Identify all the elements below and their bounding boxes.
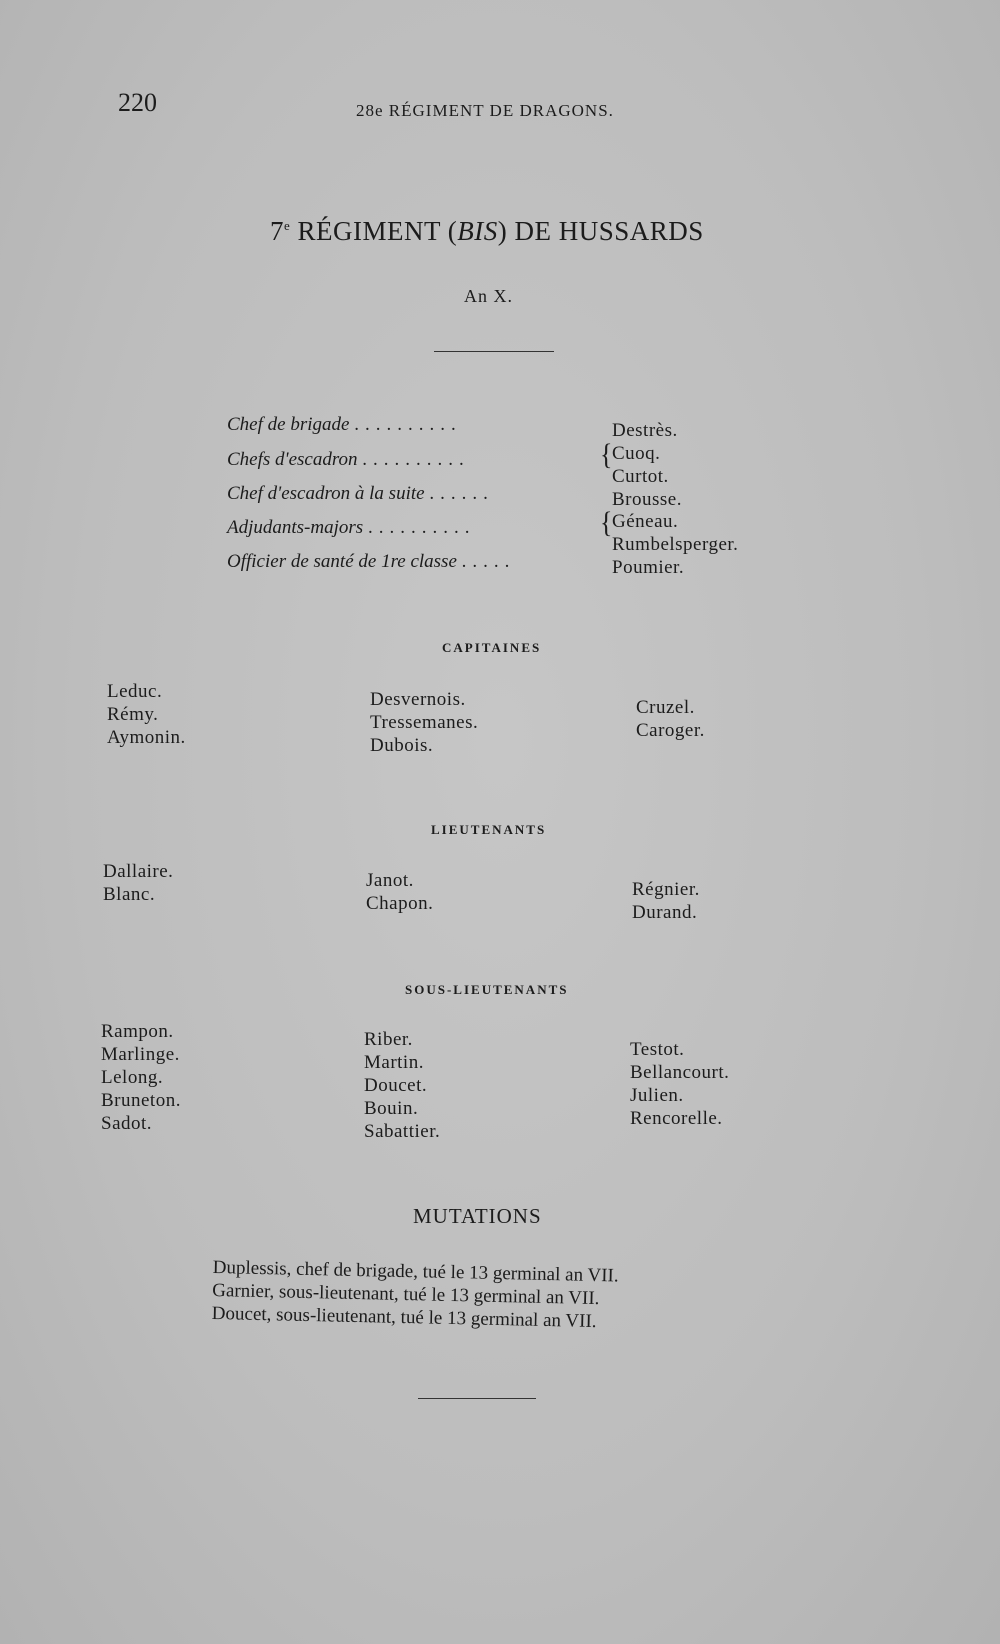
title-italic: BIS — [457, 216, 498, 246]
sous-lieutenants-column-3 — [630, 1038, 729, 1130]
list-item: Bouin. — [364, 1098, 419, 1119]
staff-name: Cuoq. — [612, 443, 661, 464]
title-suffix: ) DE HUSSARDS — [497, 216, 704, 246]
list-item: Leduc. — [107, 681, 163, 702]
section-heading-sous-lieutenants: SOUS-LIEUTENANTS — [405, 982, 569, 997]
list-item: Tressemanes. — [370, 712, 479, 733]
list-item: Aymonin. — [107, 727, 186, 748]
list-item: Caroger. — [636, 720, 705, 741]
lieutenants-column-2 — [366, 869, 433, 915]
page-title — [270, 216, 704, 247]
staff-name: Destrès. — [612, 420, 678, 441]
section-heading-capitaines: CAPITAINES — [442, 640, 542, 655]
mutations-title: MUTATIONS — [413, 1204, 542, 1228]
sous-lieutenants-column-2 — [364, 1028, 440, 1143]
sous-lieutenants-column-1 — [101, 1020, 181, 1135]
staff-name: Rumbelsperger. — [612, 534, 739, 555]
list-item: Martin. — [364, 1052, 424, 1073]
section-heading-lieutenants: LIEUTENANTS — [431, 822, 547, 837]
list-item: Sabattier. — [364, 1121, 441, 1142]
list-item: Janot. — [366, 870, 414, 891]
list-item: Doucet. — [364, 1075, 428, 1096]
list-item: Rencorelle. — [630, 1108, 723, 1129]
mutations-list — [212, 1256, 619, 1333]
brace-symbol: { — [600, 505, 613, 540]
staff-label-officier-sante: Officier de santé de 1re classe ..... — [227, 551, 516, 572]
list-item: Régnier. — [632, 879, 700, 900]
list-item: Riber. — [364, 1029, 413, 1050]
capitaines-column-3 — [636, 696, 705, 742]
list-item: Cruzel. — [636, 697, 695, 718]
list-item: Chapon. — [366, 893, 434, 914]
page-subtitle: An X. — [464, 286, 513, 306]
capitaines-column-1 — [107, 680, 186, 749]
lieutenants-column-3 — [632, 878, 700, 924]
page-number: 220 — [118, 88, 157, 117]
list-item: Sadot. — [101, 1113, 153, 1134]
list-item: Doucet, sous-lieutenant, tué le 13 germinal an VII. — [211, 1302, 597, 1333]
staff-name: Curtot. — [612, 466, 669, 487]
running-head: 28e RÉGIMENT DE DRAGONS. — [356, 101, 614, 120]
lieutenants-column-1 — [103, 860, 173, 906]
staff-name: Poumier. — [612, 557, 685, 578]
title-prefix: RÉGIMENT ( — [290, 216, 458, 246]
brace-symbol: { — [600, 437, 613, 472]
staff-label-chef-brigade: Chef de brigade .......... — [227, 414, 462, 435]
list-item: Marlinge. — [101, 1044, 180, 1065]
divider-bottom — [418, 1398, 536, 1399]
list-item: Bruneton. — [101, 1090, 181, 1111]
staff-label-adjudants-majors: Adjudants-majors .......... — [227, 517, 476, 538]
list-item: Dubois. — [370, 735, 434, 756]
staff-label-chef-escadron-suite: Chef d'escadron à la suite ...... — [227, 483, 494, 504]
list-item: Julien. — [630, 1085, 684, 1106]
list-item: Bellancourt. — [630, 1062, 730, 1083]
capitaines-column-2 — [370, 688, 478, 757]
title-number: 7 — [270, 216, 284, 246]
list-item: Blanc. — [103, 884, 156, 905]
list-item: Duplessis, chef de brigade, tué le 13 germinal an VII. — [212, 1256, 619, 1287]
list-item: Durand. — [632, 902, 698, 923]
list-item: Garnier, sous-lieutenant, tué le 13 germinal an VII. — [212, 1279, 600, 1310]
list-item: Rampon. — [101, 1021, 174, 1042]
staff-label-chefs-escadron: Chefs d'escadron .......... — [227, 449, 470, 470]
list-item: Rémy. — [107, 704, 159, 725]
list-item: Desvernois. — [370, 689, 466, 710]
list-item: Dallaire. — [103, 861, 174, 882]
staff-name: Géneau. — [612, 511, 679, 532]
staff-name: Brousse. — [612, 489, 682, 510]
list-item: Lelong. — [101, 1067, 164, 1088]
divider-top — [434, 351, 554, 352]
title-superscript: e — [284, 218, 291, 233]
list-item: Testot. — [630, 1039, 685, 1060]
